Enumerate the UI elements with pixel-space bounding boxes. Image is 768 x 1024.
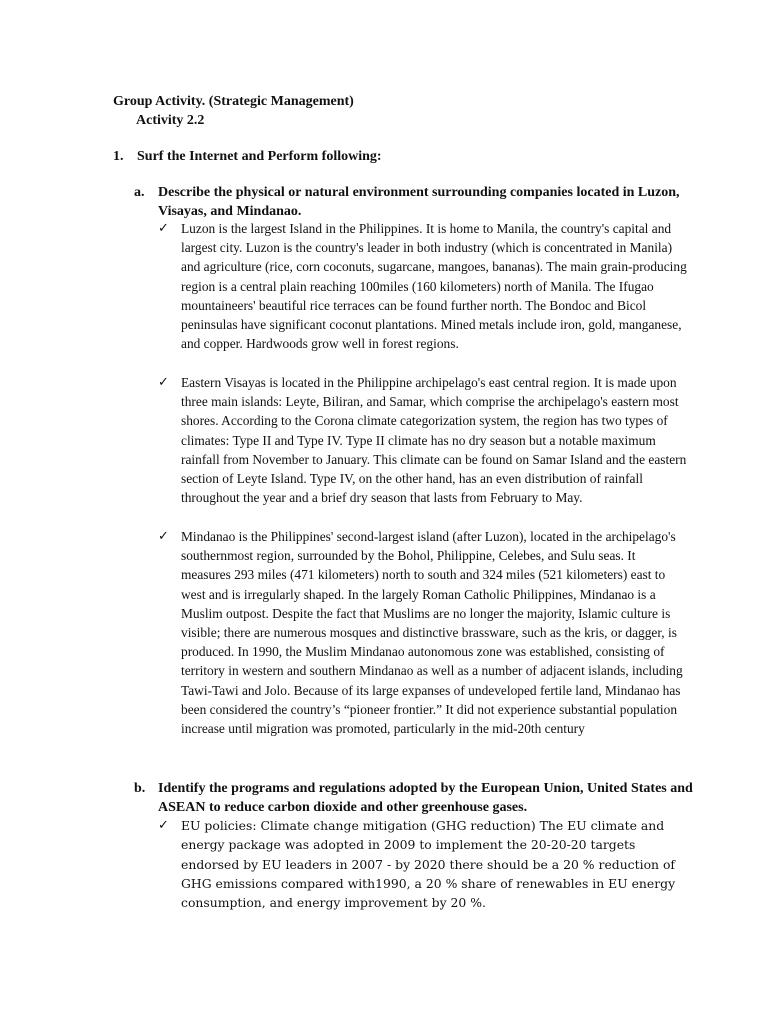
checkmark-icon: ✓ bbox=[158, 818, 169, 833]
bullet-mindanao-text: Mindanao is the Philippines' second-largest island (after Luzon), located in the archipelago's southernmost region, surrounded by the Bohol, Philippine, Celebes, and Sulu seas. It measures 293 miles (471 kilometers) north to south and 324 miles (521 kilometers) east to west and is irregularly shaped. In the largely Roman Catholic Philippines, Mindanao is a Muslim outpost. Despite the fact that Muslims are no longer the majority, Islamic culture is visible; there are numerous mosques and distinctive brassware, such as the kris, or dagger, is produced. In 1990, the Muslim Mindanao autonomous zone was established, consisting of territory in western and southern Mindanao as well as a number of adjacent islands, including Tawi-Tawi and Jolo. Because of its large expanses of undeveloped fertile land, Mindanao has been considered the country’s “pioneer frontier.” It did not experience substantial population increase until migration was promoted, particularly in the mid-20th century bbox=[181, 529, 683, 737]
activity-group-title: Group Activity. (Strategic Management) bbox=[113, 94, 354, 109]
question-1-number: 1. bbox=[113, 149, 124, 164]
bullet-visayas-text: Eastern Visayas is located in the Philippine archipelago's east central region. It is made upon three main islands: Leyte, Biliran, and Samar, which comprise the archipelago's eastern most shores. According to the Corona climate categorization system, the region has two types of climates: Type II and Type IV. Type II climate has no dry season but a notable maximum rainfall from November to January. This climate can be found on Samar Island and the eastern section of Leyte Island. Type IV, on the other hand, has an even distribution of rainfall throughout the year and a brief dry season that lasts from February to May. bbox=[181, 375, 687, 506]
sub-question-a bbox=[134, 183, 694, 221]
question-1 bbox=[113, 149, 382, 165]
question-1-text: Surf the Internet and Perform following: bbox=[137, 149, 382, 164]
bullet-luzon bbox=[158, 219, 688, 353]
checkmark-icon: ✓ bbox=[158, 375, 169, 390]
activity-number-title: Activity 2.2 bbox=[136, 113, 205, 128]
bullet-eu-policies-text: EU policies: Climate change mitigation (GHG reduction) The EU climate and energy package was adopted in 2009 to implement the 20-20-20 targets endorsed by EU leaders in 2007 - by 2020 there should be a 20 % reduction of GHG emissions compared with1990, a 20 % share of renewables in EU energy consumption, and energy improvement by 20 %. bbox=[181, 818, 676, 911]
checkmark-icon: ✓ bbox=[158, 221, 169, 236]
sub-question-a-letter: a. bbox=[134, 185, 145, 200]
bullet-eu-policies bbox=[158, 816, 688, 912]
sub-question-a-text: Describe the physical or natural environment surrounding companies located in Luzon, Visayas, and Mindanao. bbox=[158, 185, 680, 219]
sub-question-b bbox=[134, 779, 694, 817]
bullet-mindanao bbox=[158, 527, 688, 738]
bullet-visayas bbox=[158, 373, 688, 507]
checkmark-icon: ✓ bbox=[158, 529, 169, 544]
bullet-luzon-text: Luzon is the largest Island in the Philippines. It is home to Manila, the country's capital and largest city. Luzon is the country's leader in both industry (which is concentrated in Manila) and agriculture (rice, corn coconuts, sugarcane, mangoes, bananas). The main grain-producing region is a central plain reaching 100miles (160 kilometers) north of Manila. The Ifugao mountaineers' beautiful rice terraces can be found further north. The Bondoc and Bicol peninsulas have significant coconut plantations. Mined metals include iron, gold, manganese, and copper. Hardwoods grow well in forest regions. bbox=[181, 221, 687, 352]
sub-question-b-text: Identify the programs and regulations adopted by the European Union, United States and ASEAN to reduce carbon dioxide and other greenhouse gases. bbox=[158, 781, 693, 815]
sub-question-b-letter: b. bbox=[134, 781, 146, 796]
